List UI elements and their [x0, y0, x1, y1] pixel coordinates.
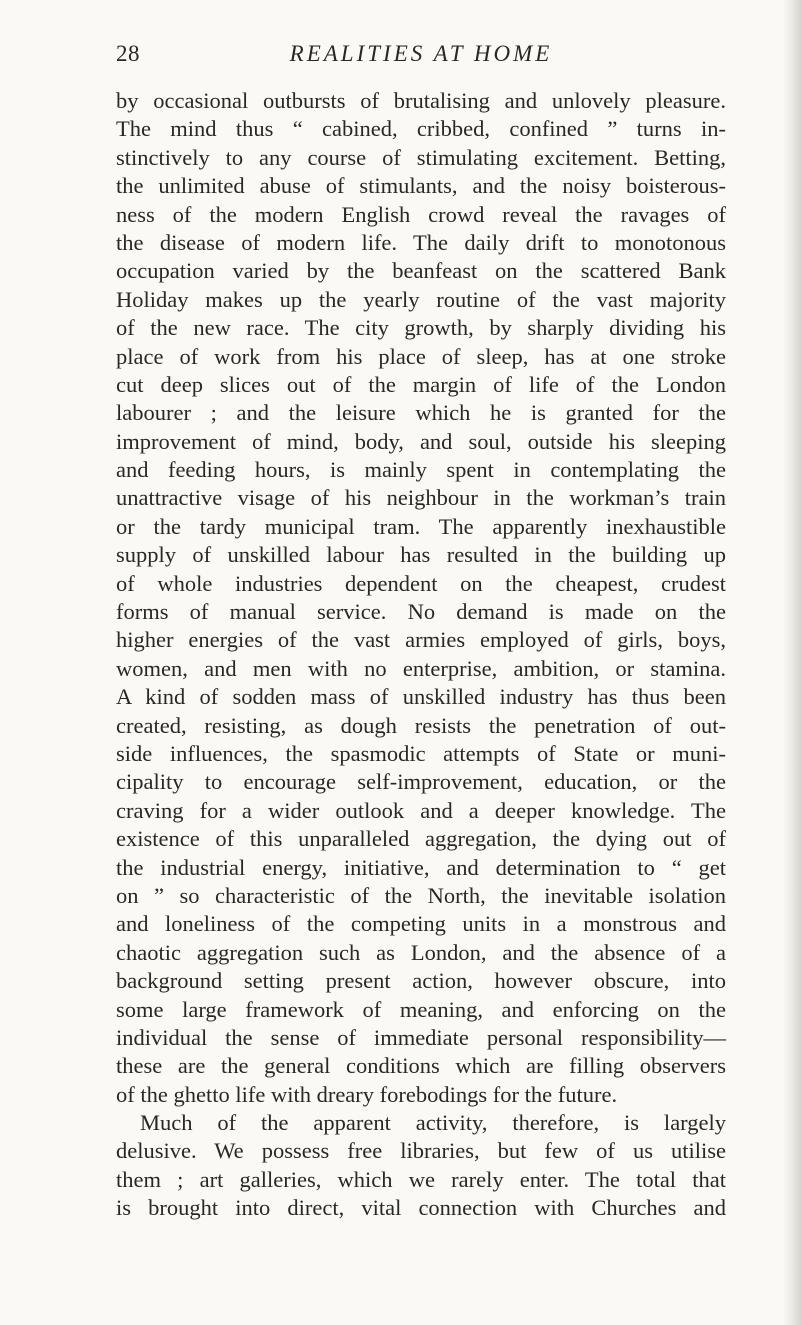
text-line: and loneliness of the competing units in a monstrous and [116, 911, 726, 937]
text-line: supply of unskilled labour has resulted in the building up [116, 542, 726, 568]
text-line: labourer ; and the leisure which he is granted for the [116, 400, 726, 426]
text-line: some large framework of meaning, and enforcing on the [116, 996, 726, 1022]
text-line: improvement of mind, body, and soul, outside his sleeping [116, 428, 726, 454]
text-line: these are the general conditions which are filling observers [116, 1053, 726, 1079]
text-line: The mind thus “ cabined, cribbed, confined ” turns in- [116, 116, 726, 142]
body-text [116, 87, 726, 1223]
text-line: the industrial energy, initiative, and determination to “ get [116, 854, 726, 880]
text-line: or the tardy municipal tram. The apparently inexhaustible [116, 513, 726, 539]
text-line: stinctively to any course of stimulating excitement. Betting, [116, 144, 726, 170]
text-line: craving for a wider outlook and a deeper knowledge. The [116, 797, 726, 823]
running-head: REALITIES AT HOME [289, 41, 553, 66]
text-line: and feeding hours, is mainly spent in contemplating the [116, 457, 726, 483]
text-line: cut deep slices out of the margin of life of the London [116, 371, 726, 397]
text-line: Holiday makes up the yearly routine of the vast majority [116, 286, 726, 312]
text-line: chaotic aggregation such as London, and the absence of a [116, 939, 726, 965]
text-line: by occasional outbursts of brutalising and unlovely pleasure. [116, 88, 726, 113]
text-line: them ; art galleries, which we rarely enter. The total that [116, 1166, 726, 1192]
text-line: A kind of sodden mass of unskilled industry has thus been [116, 684, 726, 710]
page-header [116, 41, 726, 75]
text-line: occupation varied by the beanfeast on the scattered Bank [116, 258, 726, 284]
text-line: the disease of modern life. The daily drift to monotonous [116, 229, 726, 255]
text-line: ness of the modern English crowd reveal the ravages of [116, 201, 726, 227]
text-line: existence of this unparalleled aggregation, the dying out of [116, 826, 726, 852]
text-line: Much of the apparent activity, therefore, is largely [140, 1110, 726, 1136]
text-line: the unlimited abuse of stimulants, and the noisy boisterous- [116, 173, 726, 199]
text-line: forms of manual service. No demand is made on the [116, 599, 726, 625]
text-line: cipality to encourage self-improvement, education, or the [116, 769, 726, 795]
text-line: created, resisting, as dough resists the penetration of out- [116, 712, 726, 738]
text-line: side influences, the spasmodic attempts of State or muni- [116, 740, 726, 766]
page-edge-shadow [783, 0, 801, 1325]
page-number: 28 [116, 41, 140, 66]
text-line: is brought into direct, vital connection with Churches and [116, 1195, 726, 1221]
text-line: on ” so characteristic of the North, the inevitable isolation [116, 882, 726, 908]
text-line: of the new race. The city growth, by sharply dividing his [116, 315, 726, 341]
text-line: higher energies of the vast armies employed of girls, boys, [116, 627, 726, 653]
text-line: individual the sense of immediate personal responsibility— [116, 1024, 726, 1050]
text-line: delusive. We possess free libraries, but few of us utilise [116, 1138, 726, 1164]
text-line: unattractive visage of his neighbour in the workman’s train [116, 485, 726, 511]
text-line: background setting present action, however obscure, into [116, 968, 726, 994]
text-line: of the ghetto life with dreary forebodings for the future. [116, 1081, 618, 1107]
text-line: place of work from his place of sleep, has at one stroke [116, 343, 726, 369]
text-line: of whole industries dependent on the cheapest, crudest [116, 570, 726, 596]
text-line: women, and men with no enterprise, ambition, or stamina. [116, 655, 726, 681]
